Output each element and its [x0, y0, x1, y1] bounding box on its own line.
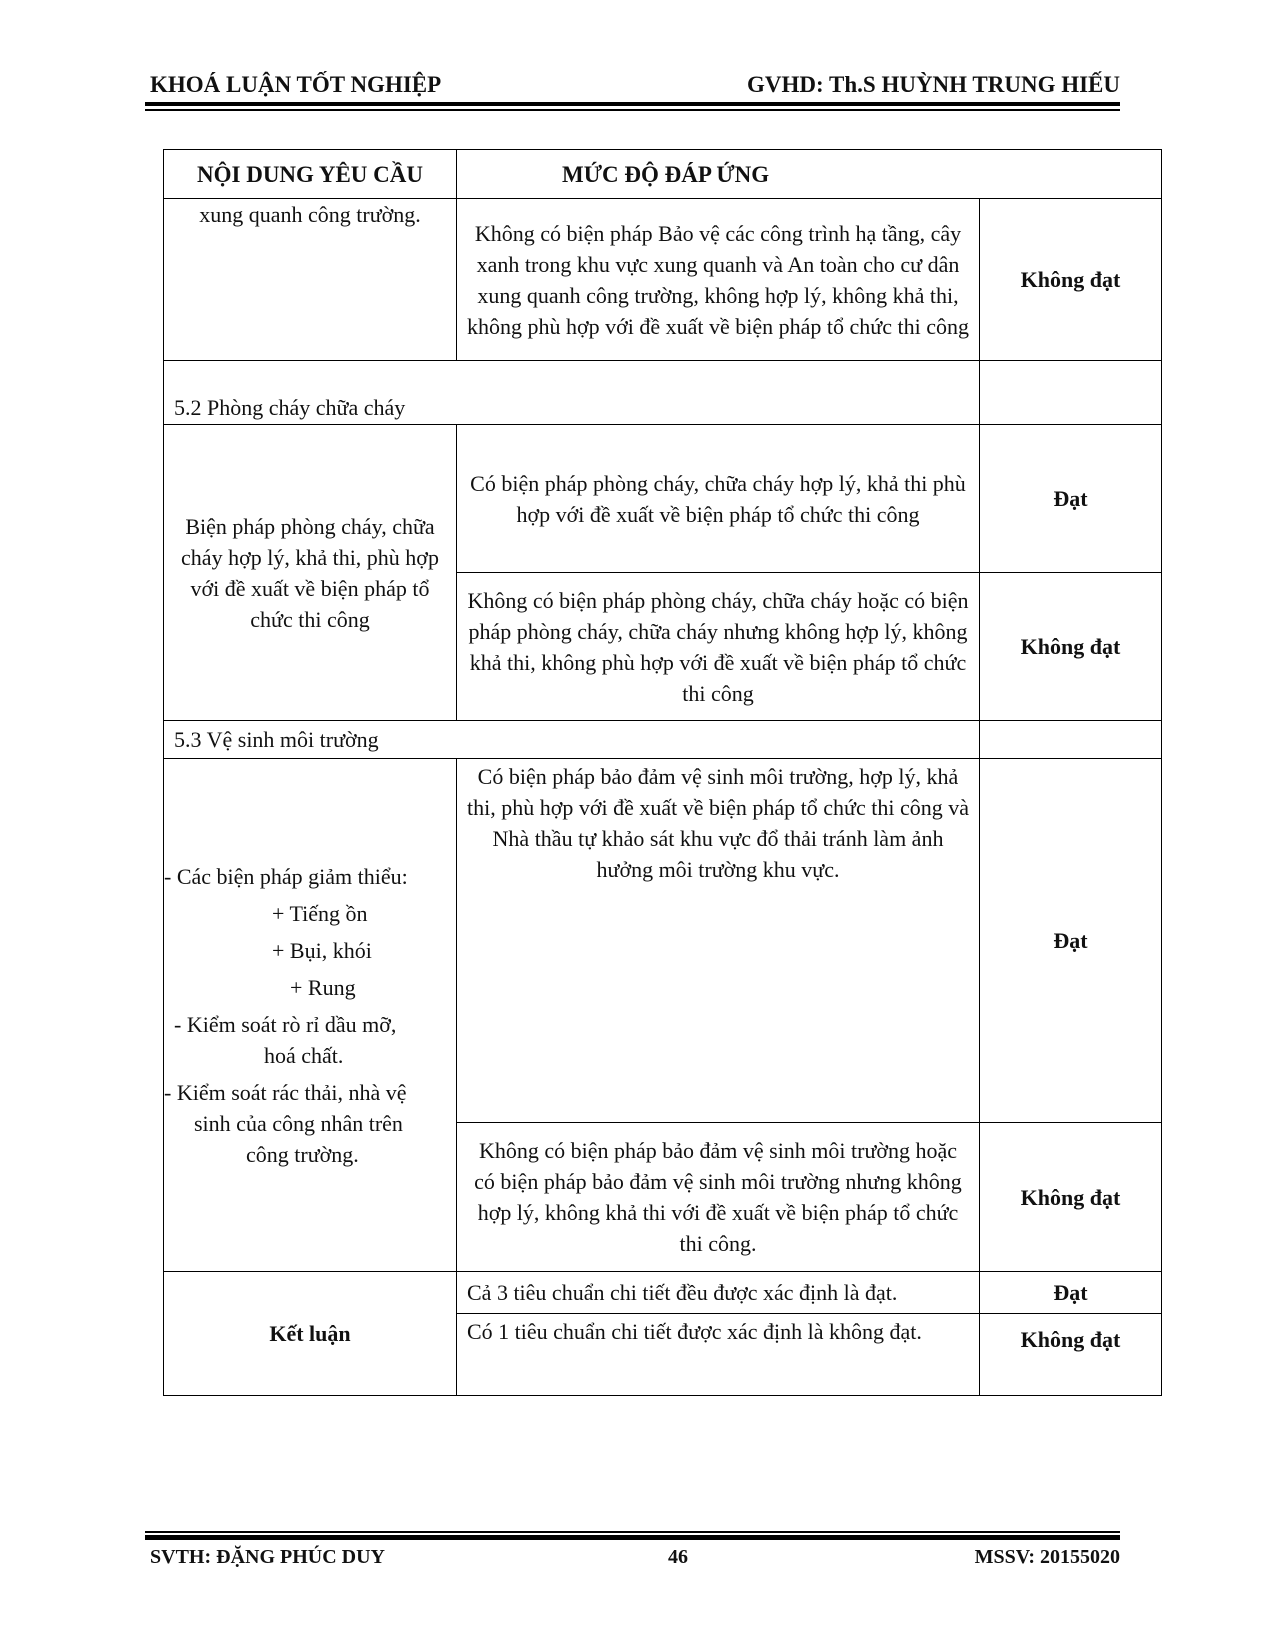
- criteria-cell: Cả 3 tiêu chuẩn chi tiết đều được xác định là đạt.: [457, 1272, 980, 1314]
- footer-student-id: MSSV: 20155020: [974, 1546, 1120, 1568]
- criteria-cell: Có biện pháp phòng cháy, chữa cháy hợp lý, khả thi phù hợp với đề xuất về biện pháp tổ chức thi công: [457, 425, 980, 573]
- result-cell: Không đạt: [980, 1314, 1162, 1396]
- footer-student: SVTH: ĐẶNG PHÚC DUY: [150, 1546, 385, 1568]
- result-cell: Đạt: [980, 425, 1162, 573]
- result-cell: Đạt: [980, 1272, 1162, 1314]
- result-cell: Không đạt: [980, 1123, 1162, 1272]
- section-empty-cell: [980, 361, 1162, 425]
- col-header-requirement: NỘI DUNG YÊU CẦU: [164, 150, 457, 199]
- page-footer: [150, 1546, 1120, 1574]
- section-empty-cell: [980, 721, 1162, 759]
- req-cell-continued: xung quanh công trường.: [164, 199, 457, 361]
- list-item: công trường.: [246, 1141, 359, 1167]
- environment-requirements-list: [164, 861, 452, 1170]
- page-number: 46: [668, 1546, 688, 1568]
- criteria-cell: Không có biện pháp phòng cháy, chữa cháy hoặc có biện pháp phòng cháy, chữa cháy nhưng không hợp lý, không khả thi, không phù hợp với đề xuất về biện pháp tổ chức thi công: [457, 573, 980, 721]
- list-item: hoá chất.: [264, 1042, 344, 1068]
- section-heading-5-3: 5.3 Vệ sinh môi trường: [164, 721, 980, 759]
- header-advisor: GVHD: Th.S HUỲNH TRUNG HIẾU: [747, 72, 1120, 97]
- header-rule-thick: [145, 102, 1120, 106]
- list-item: - Kiểm soát rác thải, nhà vệ: [164, 1079, 407, 1105]
- criteria-cell: Có 1 tiêu chuẩn chi tiết được xác định là không đạt.: [457, 1314, 980, 1396]
- result-cell: Không đạt: [980, 199, 1162, 361]
- criteria-cell: Có biện pháp bảo đảm vệ sinh môi trường, hợp lý, khả thi, phù hợp với đề xuất về biện pháp tổ chức thi công và Nhà thầu tự khảo sát khu vực đổ thải tránh làm ảnh hưởng môi trường khu vực.: [457, 759, 980, 1123]
- list-item: + Bụi, khói: [272, 937, 372, 963]
- criteria-cell: Không có biện pháp Bảo vệ các công trình hạ tầng, cây xanh trong khu vực xung quanh và An toàn cho cư dân xung quanh công trường, không hợp lý, không khả thi, không phù hợp với đề xuất về biện pháp tổ chức thi công: [457, 199, 980, 361]
- criteria-cell: Không có biện pháp bảo đảm vệ sinh môi trường hoặc có biện pháp bảo đảm vệ sinh môi trường nhưng không hợp lý, không khả thi với đề xuất về biện pháp tổ chức thi công.: [457, 1123, 980, 1272]
- col-header-response-level: MỨC ĐỘ ĐÁP ỨNG: [457, 150, 1162, 199]
- list-item: - Các biện pháp giảm thiểu:: [164, 863, 408, 889]
- requirements-table: [163, 149, 1162, 1396]
- req-cell-fire-safety: Biện pháp phòng cháy, chữa cháy hợp lý, khả thi, phù hợp với đề xuất về biện pháp tổ chức thi công: [164, 425, 457, 721]
- page-header: [150, 72, 1120, 102]
- header-rule-thin: [145, 109, 1120, 111]
- section-heading-5-2: 5.2 Phòng cháy chữa cháy: [164, 361, 980, 425]
- list-item: sinh của công nhân trên: [194, 1110, 403, 1136]
- result-cell: Không đạt: [980, 573, 1162, 721]
- list-item: + Rung: [290, 974, 356, 1000]
- list-item: - Kiểm soát rò rỉ dầu mỡ,: [174, 1011, 397, 1037]
- footer-rule-thin: [145, 1531, 1120, 1533]
- req-cell-environment: [164, 759, 457, 1272]
- result-cell: Đạt: [980, 759, 1162, 1123]
- list-item: + Tiếng ồn: [272, 900, 368, 926]
- footer-rule-thick: [145, 1535, 1120, 1540]
- conclusion-label: Kết luận: [164, 1272, 457, 1396]
- header-thesis-title: KHOÁ LUẬN TỐT NGHIỆP: [150, 72, 442, 97]
